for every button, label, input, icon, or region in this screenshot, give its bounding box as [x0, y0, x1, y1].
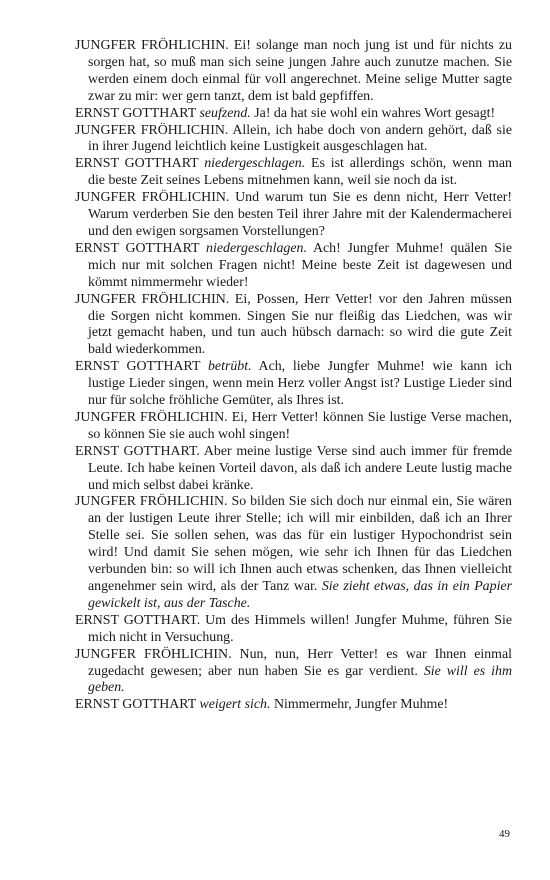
speech — [75, 444, 512, 495]
speech — [75, 190, 512, 241]
speech-text: Allein, ich habe doch von andern gehört, daß sie in ihrer Jugend leichtlich keine Lustigkeit ausgeschlagen hat. — [88, 122, 512, 155]
speech-text: Ei, Herr Vetter! können Sie lustige Verse machen, so können Sie sie auch wohl singen! — [88, 409, 512, 442]
stage-direction: weigert sich. — [199, 697, 271, 713]
speech-text: Ach, liebe Jungfer Muhme! wie kann ich lustige Lieder singen, wenn mein Herz voller Angst ist? Lustige Lieder sind nur für solche fröhliche Gemüter, als Ihres ist. — [88, 359, 512, 409]
speaker-name: ERNST GOTTHART — [75, 697, 196, 713]
speaker-name: ERNST GOTTHART. — [75, 612, 201, 628]
speech-text: Ei, Possen, Herr Vetter! vor den Jahren müssen die Sorgen nicht kommen. Singen Sie nur fleißig das Liedchen, was wir jetzt gemacht haben, und tun auch hübsch darnach: so wird die gute Zeit bald wiederkommen. — [88, 291, 512, 358]
speaker-name: ERNST GOTTHART — [75, 359, 201, 375]
speech-text: Nimmermehr, Jungfer Muhme! — [270, 697, 449, 713]
stage-direction: niedergeschlagen. — [204, 156, 306, 172]
page-number: 49 — [499, 828, 510, 840]
speech — [75, 38, 512, 106]
speech — [75, 613, 512, 647]
speech — [75, 647, 512, 698]
speech-text: Es ist allerdings schön, wenn man die beste Zeit seines Lebens mitnehmen kann, weil sie noch da ist. — [88, 156, 512, 189]
stage-direction: niedergeschlagen. — [206, 240, 307, 256]
speaker-name: JUNGFER FRÖHLICHIN. — [75, 646, 232, 662]
speaker-name: JUNGFER FRÖHLICHIN. — [75, 122, 229, 138]
speech-text: So bilden Sie sich doch nur einmal ein, Sie wären an der lustigen Leute ihrer Stelle; ich will mir einbilden, daß ich an Ihrer Stelle sei. Sie sollen sehen, was das für ein lustiger Hypochondrist sein wird! Und damit Sie sehen mögen, wie sehr ich Ihnen für das Liedchen verbunden bin: so will ich Ihnen auch etwas schenken, das Ihnen vielleicht angenehmer sein wird, als der Tanz war. — [88, 494, 513, 594]
speech — [75, 106, 512, 123]
speech — [75, 123, 512, 157]
speaker-name: JUNGFER FRÖHLICHIN. — [75, 409, 228, 425]
speech — [75, 292, 512, 360]
speech — [75, 697, 512, 714]
speaker-name: JUNGFER FRÖHLICHIN. — [75, 494, 228, 510]
speech-text: Ja! da hat sie wohl ein wahres Wort gesagt! — [250, 105, 496, 121]
speaker-name: JUNGFER FRÖHLICHIN. — [75, 190, 230, 206]
stage-direction: seufzend. — [199, 105, 251, 121]
speaker-name: JUNGFER FRÖHLICHIN. — [75, 38, 229, 53]
stage-direction: betrübt. — [207, 359, 252, 375]
speech-text: Um des Himmels willen! Jungfer Muhme, führen Sie mich nicht in Versuchung. — [88, 612, 512, 645]
speech — [75, 156, 512, 190]
speaker-name: JUNGFER FRÖHLICHIN. — [75, 291, 230, 307]
speech-text: Nun, nun, Herr Vetter! es war Ihnen einmal zugedacht gewesen; aber nun haben Sie es gar verdient. — [88, 646, 512, 679]
stage-direction: Sie will es ihm geben. — [88, 663, 512, 696]
stage-direction: Sie zieht etwas, das in ein Papier gewickelt ist, aus der Tasche. — [88, 579, 512, 611]
speech-text: Ach! Jungfer Muhme! quälen Sie mich nur mit solchen Fragen nicht! Meine beste Zeit ist dagewesen und kömmt nimmermehr wieder! — [88, 240, 512, 290]
speaker-name: ERNST GOTTHART — [75, 105, 196, 121]
speech-text: Ei! solange man noch jung ist und für nichts zu sorgen hat, so muß man sich seine jungen Jahre auch zunutze machen. Sie werden einem doch einmal für voll angerechnet. Meine selige Mutter sagte zwar zu mir: wer gern tanzt, dem ist bald gepfiffen. — [88, 38, 512, 104]
speech — [75, 359, 512, 410]
speaker-name: ERNST GOTTHART — [75, 240, 200, 256]
speech — [75, 241, 512, 292]
speech — [75, 410, 512, 444]
dialogue-text — [75, 38, 512, 714]
speech — [75, 494, 512, 612]
speaker-name: ERNST GOTTHART. — [75, 443, 200, 459]
speaker-name: ERNST GOTTHART — [75, 156, 199, 172]
speech-text: Und warum tun Sie es denn nicht, Herr Vetter! Warum verderben Sie den besten Teil ihrer Jahre mit der Kalendermacherei und den ewigen sorgsamen Vorstellungen? — [88, 190, 512, 239]
spacer — [200, 359, 208, 374]
speech-text: Aber meine lustige Verse sind auch immer für fremde Leute. Ich habe keinen Vorteil davon, als daß ich andere Leute lustig mache und mich selbst dabei kränke. — [88, 443, 512, 493]
